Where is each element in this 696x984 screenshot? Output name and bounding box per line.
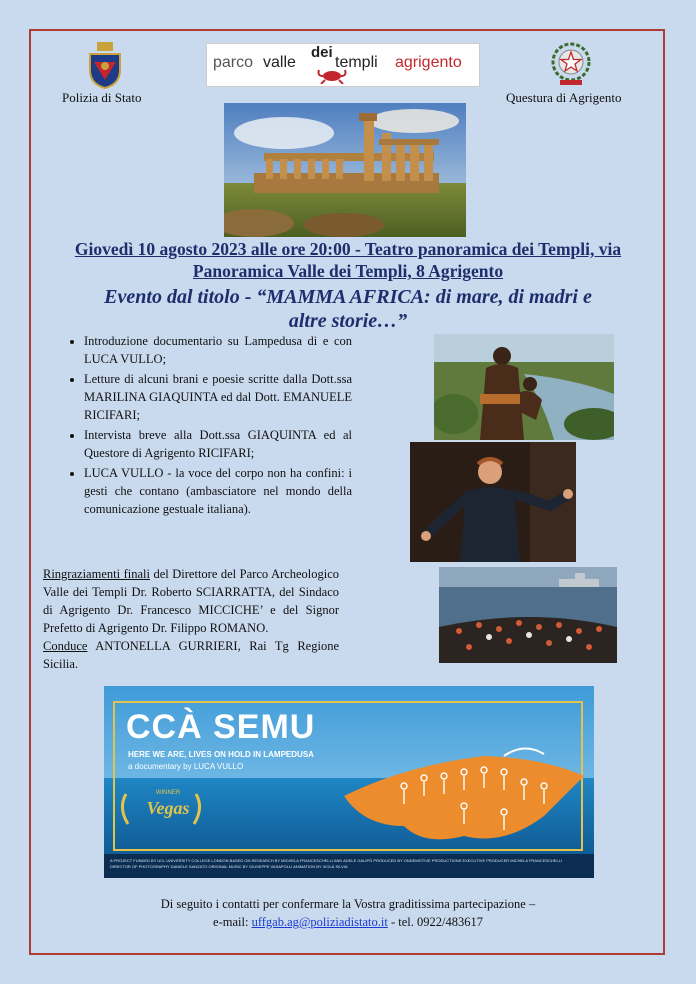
program-list (62, 332, 352, 520)
email-link[interactable]: uffgab.ag@poliziadistato.it (251, 915, 388, 929)
parco-valle-dei-templi-logo: parco valle dei templi agrigento (206, 43, 480, 87)
poster-credits: A PROJECT FUNDED BY UCL UNIVERSITY COLLEGE LONDON BASED ON RESEARCH BY MICHELA FRANCESCHELLI AND ADELE GALIPÒ PRODUCED BY ONDEMOTIVE PRODUCTIONS EXECUTIVE PRODUCER MICHELA FRANCESCHELLI DIRECTOR OF PHOTOGRAPHY DANIELE SANZATO ORIGINAL MUSIC BY GIUSEPPE VASAPOLLI ANIMATION BY VIOLÀ SILVIA (110, 858, 563, 869)
event-date-venue: Giovedì 10 agosto 2023 alle ore 20:00 - Teatro panoramica dei Templi, via Panoramica Valle dei Templi, 8 Agrigento (74, 239, 622, 281)
police-crest-icon (84, 40, 126, 90)
contact-footer: Di seguito i contatti per confermare la Vostra graditissima partecipazione – e-mail: uffgab.ag@poliziadistato.it - tel. 0922/483617 (40, 895, 656, 931)
migrant-boat-photo (439, 567, 617, 663)
poster-byline: a documentary by LUCA VULLO (128, 762, 244, 771)
contact-line: e-mail: uffgab.ag@poliziadistato.it - tel. 0922/483617 (213, 915, 483, 929)
crab-icon (315, 66, 349, 84)
award-name: Vegas (146, 798, 190, 818)
documentary-poster (104, 686, 594, 878)
temple-photo (224, 103, 466, 237)
list-item: • LUCA VULLO - la voce del corpo non ha confini: i gesti che contano (ambasciatore nel mondo della comunicazione gestuale italiana). (84, 464, 352, 518)
polizia-label: Polizia di Stato (62, 90, 142, 105)
list-item: • Introduzione documentario su Lampedusa di e con LUCA VULLO; (84, 332, 352, 368)
award-label: WINNER (155, 790, 181, 796)
questura-label: Questura di Agrigento (506, 90, 622, 105)
list-item: • Intervista breve alla Dott.ssa GIAQUINTA ed al Questore di Agrigento RICIFARI; (84, 426, 352, 462)
poster-subtitle: HERE WE ARE, LIVES ON HOLD IN LAMPEDUSA (128, 750, 314, 759)
mother-child-photo (434, 334, 614, 440)
poster-title: CCÀ SEMU (126, 708, 316, 746)
italian-republic-emblem-icon (548, 40, 594, 88)
list-item: • Letture di alcuni brani e poesie scritte dalla Dott.ssa MARILINA GIAQUINTA ed dal Dott. EMANUELE RICIFARI; (84, 370, 352, 424)
event-title: Evento dal titolo - “MAMMA AFRICA: di mare, di madri e altre storie…” (104, 286, 592, 332)
speaker-photo (410, 442, 576, 562)
host-paragraph: Conduce ANTONELLA GURRIERI, Rai Tg Regione Sicilia. (43, 639, 339, 671)
thanks-and-host (43, 565, 339, 673)
thanks-paragraph: Ringraziamenti finali del Direttore del Parco Archeologico Valle dei Templi Dr. Roberto SCIARRATTA, del Sindaco di Agrigento Dr. Francesco MICCICHE’ e del Signor Prefetto di Agrigento Dr. Filippo ROMANO. (43, 567, 339, 635)
